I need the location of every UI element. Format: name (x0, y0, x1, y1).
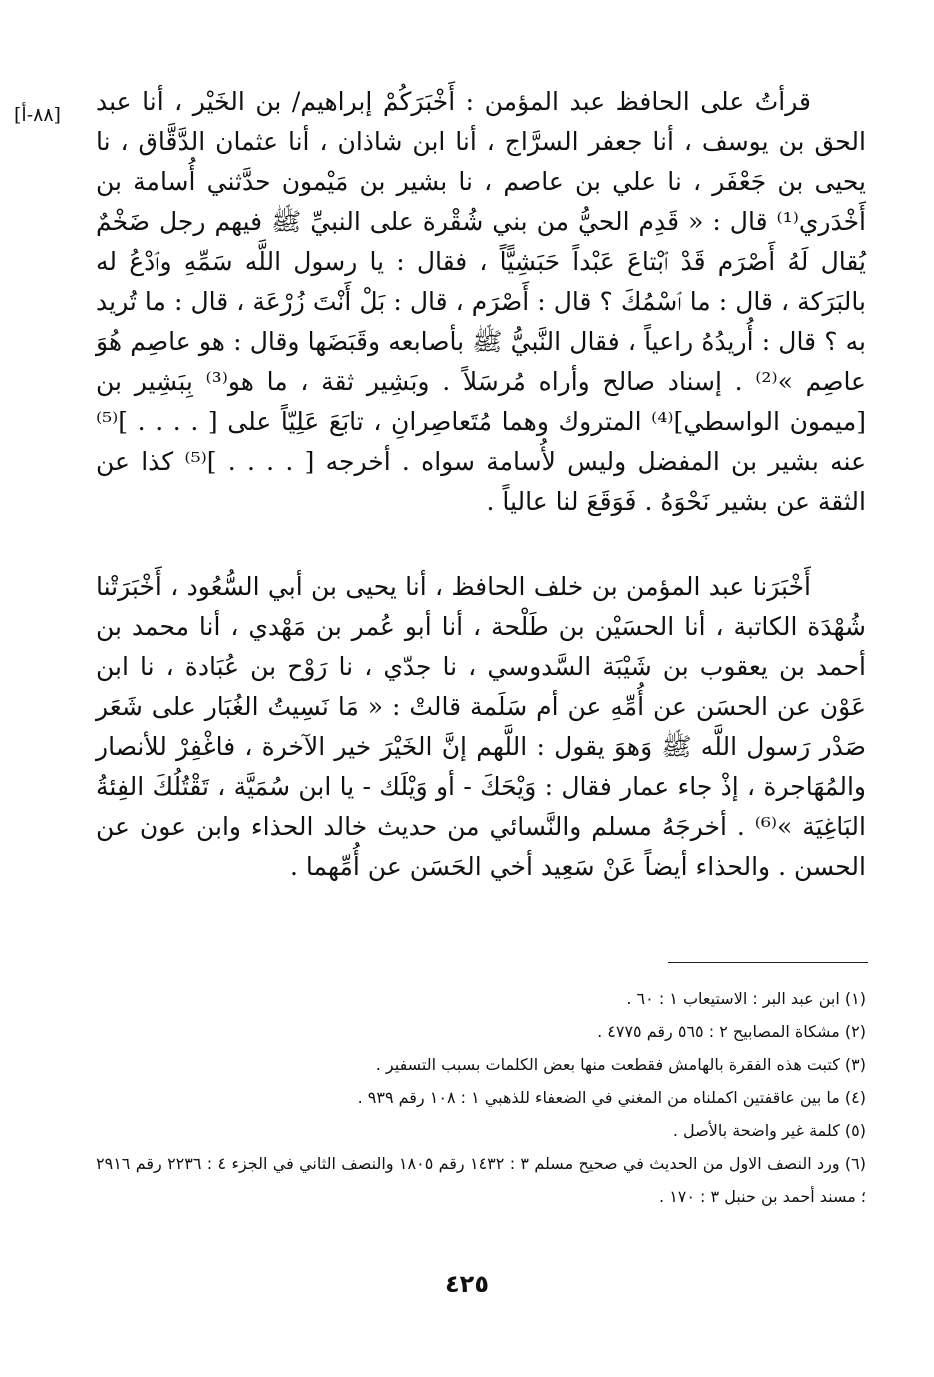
footnote-5: (٥) كلمة غير واضحة بالأصل . (672, 1121, 866, 1140)
margin-folio-reference: [٨٨-أ] (14, 104, 61, 126)
footnote-divider (668, 962, 868, 963)
footnote-2: (٢) مشكاة المصابيح ٢ : ٥٦٥ رقم ٤٧٧٥ . (597, 1022, 866, 1041)
footnote-1: (١) ابن عبد البر : الاستيعاب ١ : ٦٠ . (626, 989, 866, 1008)
paragraph-hadith-1: قرأتُ على الحافظ عبد المؤمن : أَخْبَرَكُمْ إبراهيم/ بن الخَيْر ، أنا عبد الحق بن يوسف ، أنا جعفر السرَّاج ، أنا ابن شاذان ، أنا عثمان الدَّقَّاق ، نا يحيى بن جَعْفَر ، نا علي بن عاصم ، نا بشير بن مَيْمون حدَّثني أُسامة بن أَخْدَري⁽¹⁾ قال : « قَدِم الحيُّ من بني شُقْرة على النبيِّ ﷺ فيهم رجل ضَخْمٌ يُقال لَهُ أَصْرَم قَدْ ٱبْتاعَ عَبْداً حَبَشِيًّاً ، فقال : يا رسول اللَّه سَمِّهِ وٱدْعُ له بالبَرَكة ، قال : ما ٱسْمُكَ ؟ قال : أَصْرَم ، قال : بَلْ أَنْتَ زُرْعَة ، قال : ما تُريد به ؟ قال : أُريدُهُ راعياً ، فقال النَّبيُّ ﷺ بأصابعه وقَبَضَها وقال : هو عاصِم هُوَ عاصِم »⁽²⁾ . إسناد صالح وأراه مُرسَلاً . وبَشِير ثقة ، ما هو⁽³⁾ بِبَشِير بن [ميمون الواسطي]⁽⁴⁾ المتروك وهما مُتَعاصِرانِ ، تابَعَ عَلِيّاً على [ . . . . ]⁽⁵⁾ عنه بشير بن المفضل وليس لأُسامة سواه . أخرجه [ . . . . ]⁽⁵⁾ كذا عن الثقة عن بشير نَحْوَهُ . فَوَقَعَ لنا عالياً . (96, 87, 866, 516)
page-number: ٤٢٥ (445, 1270, 489, 1298)
footnote-3: (٣) كتبت هذه الفقرة بالهامش فقطعت منها بعض الكلمات بسبب التسفير . (375, 1055, 866, 1074)
paragraph-hadith-2: أَخْبَرَنا عبد المؤمن بن خلف الحافظ ، أنا يحيى بن أبي السُّعُود ، أَخْبَرَتْنا شُهْدَة الكاتبة ، أنا الحسَيْن بن طَلْحة ، أنا أبو عُمر بن مَهْدي ، أنا محمد بن أحمد بن يعقوب بن شَيْبَة السَّدوسي ، نا جدّي ، نا رَوْح بن عُبَادة ، نا ابن عَوْن عن الحسَن عن أُمِّهِ عن أم سَلَمة قالتْ : « مَا نَسِيتُ الغُبَار على شَعَر صَدْر رَسول اللَّه ﷺ وَهوَ يقول : اللَّهم إنَّ الخَيْرَ خير الآخرة ، فاغْفِرْ للأنصار والمُهَاجرة ، إذْ جاء عمار فقال : وَيْحَكَ - أو وَيْلَك - يا ابن سُمَيَّة ، تَقْتُلُكَ الفِئةُ البَاغِيَة »⁽⁶⁾ . أخرجَهُ مسلم والنَّسائي من حديث خالد الحذاء وابن عون عن الحسن . والحذاء أيضاً عَنْ سَعِيد أخي الحَسَن عن أُمِّهما . (96, 572, 866, 881)
footnote-4: (٤) ما بين عاقفتين اكملناه من المغني في الضعفاء للذهبي ١ : ١٠٨ رقم ٩٣٩ . (357, 1088, 866, 1107)
footnotes-list (96, 982, 866, 1213)
footnote-6: (٦) ورد النصف الاول من الحديث في صحيح مسلم ٣ : ١٤٣٢ رقم ١٨٠٥ والنصف الثاني في الجزء ٤ : ٢٢٣٦ رقم ٢٩١٦ ؛ مسند أحمد بن حنبل ٣ : ١٧٠ . (96, 1154, 867, 1206)
